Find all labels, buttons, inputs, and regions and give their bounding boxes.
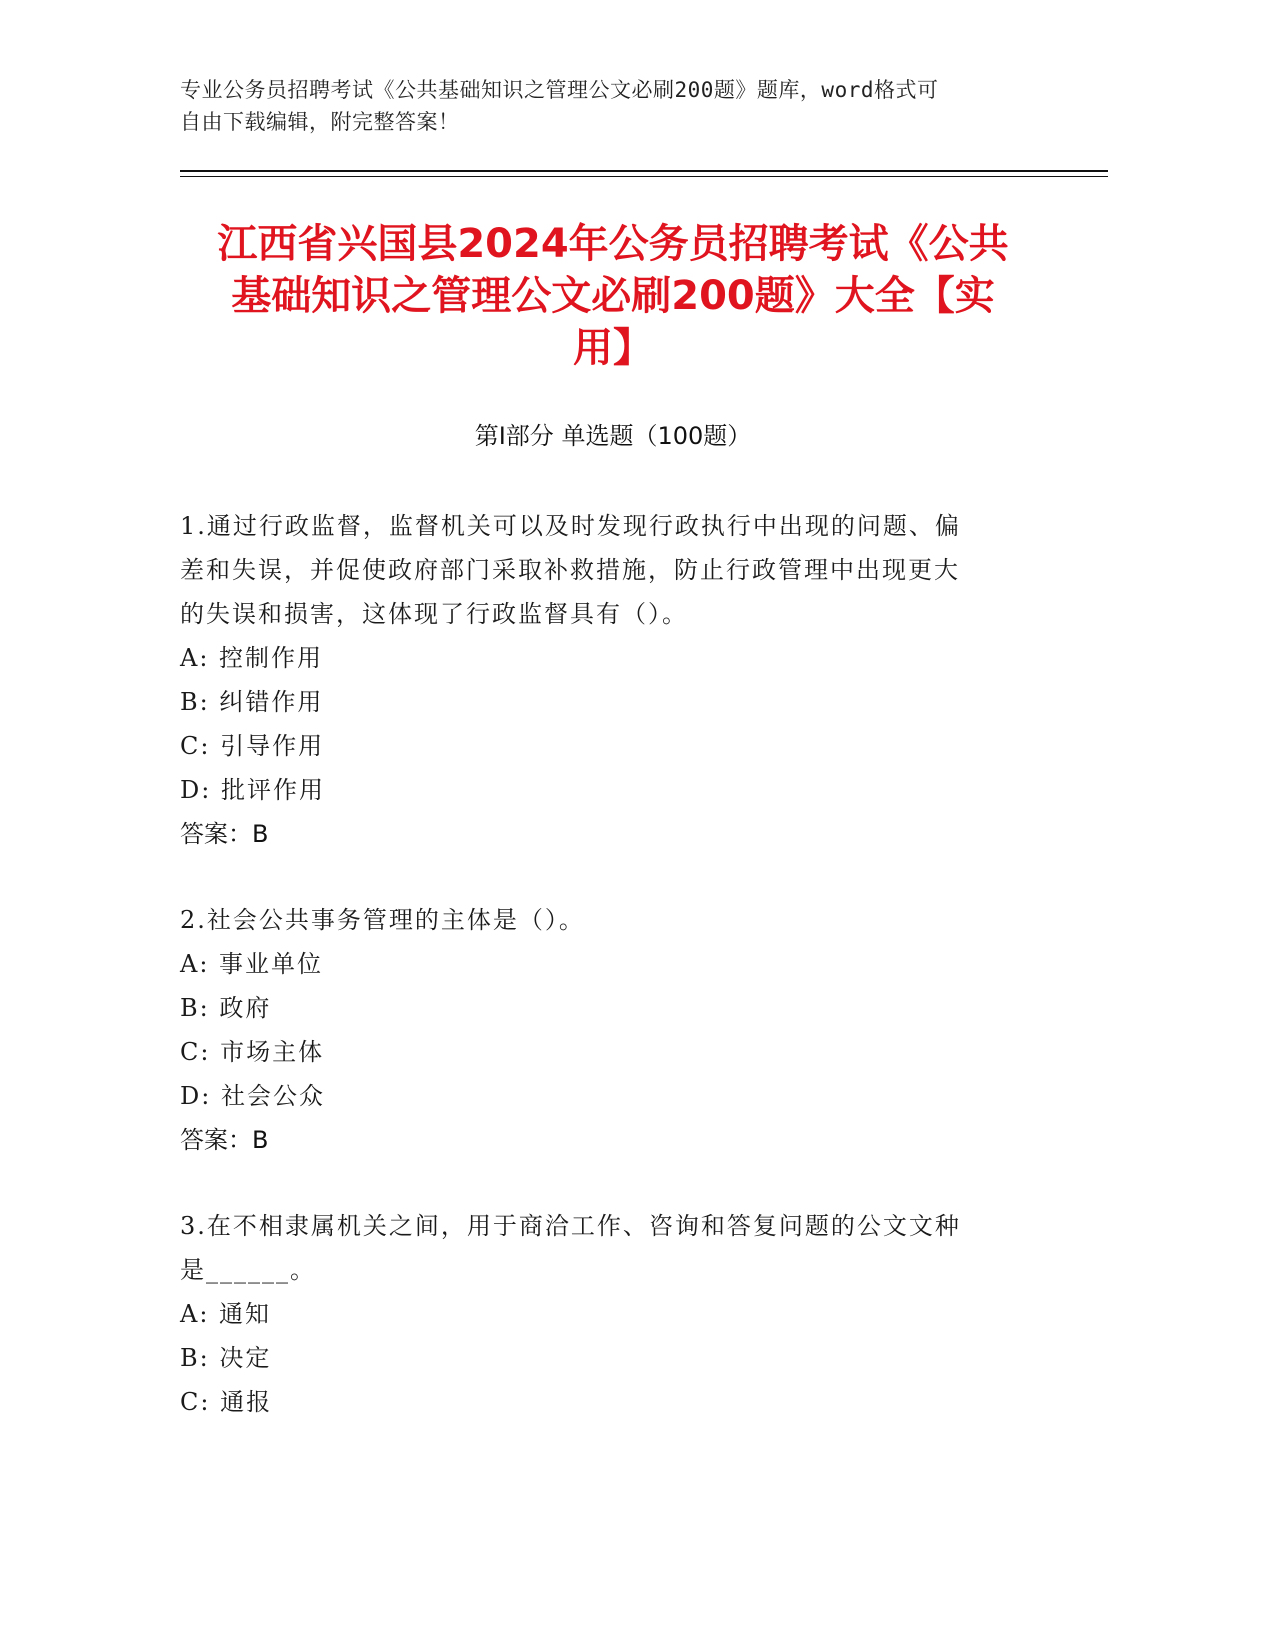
question-list bbox=[180, 504, 1050, 1466]
option-c: C: 市场主体 bbox=[180, 1038, 325, 1066]
option-a: A: 事业单位 bbox=[180, 950, 324, 978]
header-rule-thin bbox=[180, 176, 1108, 177]
option-b: B: 纠错作用 bbox=[180, 688, 324, 716]
question-text-line: 3.在不相隶属机关之间，用于商洽工作、咨询和答复问题的公文文种 bbox=[180, 1212, 961, 1240]
header-note bbox=[180, 74, 1030, 138]
option-c: C: 引导作用 bbox=[180, 732, 325, 760]
question-text-line: 是______。 bbox=[180, 1256, 316, 1284]
document-title-line-2: 基础知识之管理公文必刷200题》大全【实 bbox=[231, 273, 995, 319]
option-a: A: 控制作用 bbox=[180, 644, 324, 672]
option-d: D: 批评作用 bbox=[180, 776, 325, 804]
answer: 答案：B bbox=[180, 1126, 269, 1154]
question-text bbox=[180, 898, 1050, 942]
question-text-line: 1.通过行政监督，监督机关可以及时发现行政执行中出现的问题、偏 bbox=[180, 512, 961, 540]
question-text-line: 2.社会公共事务管理的主体是（）。 bbox=[180, 906, 585, 934]
option-d: D: 社会公众 bbox=[180, 1082, 325, 1110]
question-1 bbox=[180, 504, 1050, 856]
option-b: B: 政府 bbox=[180, 994, 272, 1022]
option-b: B: 决定 bbox=[180, 1344, 272, 1372]
section-heading: 第I部分 单选题（100题） bbox=[474, 422, 752, 450]
answer: 答案：B bbox=[180, 820, 269, 848]
question-text bbox=[180, 1204, 1050, 1292]
document-title-line-3: 用】 bbox=[573, 325, 653, 371]
header-rule-thick bbox=[180, 170, 1108, 172]
document-title bbox=[180, 218, 1046, 374]
question-2 bbox=[180, 898, 1050, 1162]
question-text-line: 的失误和损害，这体现了行政监督具有（）。 bbox=[180, 600, 688, 628]
document-title-line-1: 江西省兴国县2024年公务员招聘考试《公共 bbox=[217, 221, 1009, 267]
option-a: A: 通知 bbox=[180, 1300, 272, 1328]
header-note-line-2: 自由下载编辑，附完整答案！ bbox=[180, 110, 460, 134]
question-text-line: 差和失误，并促使政府部门采取补救措施，防止行政管理中出现更大 bbox=[180, 556, 960, 584]
question-3 bbox=[180, 1204, 1050, 1424]
option-c: C: 通报 bbox=[180, 1388, 273, 1416]
header-note-line-1: 专业公务员招聘考试《公共基础知识之管理公文必刷200题》题库，word格式可 bbox=[180, 78, 939, 102]
question-text bbox=[180, 504, 1050, 636]
